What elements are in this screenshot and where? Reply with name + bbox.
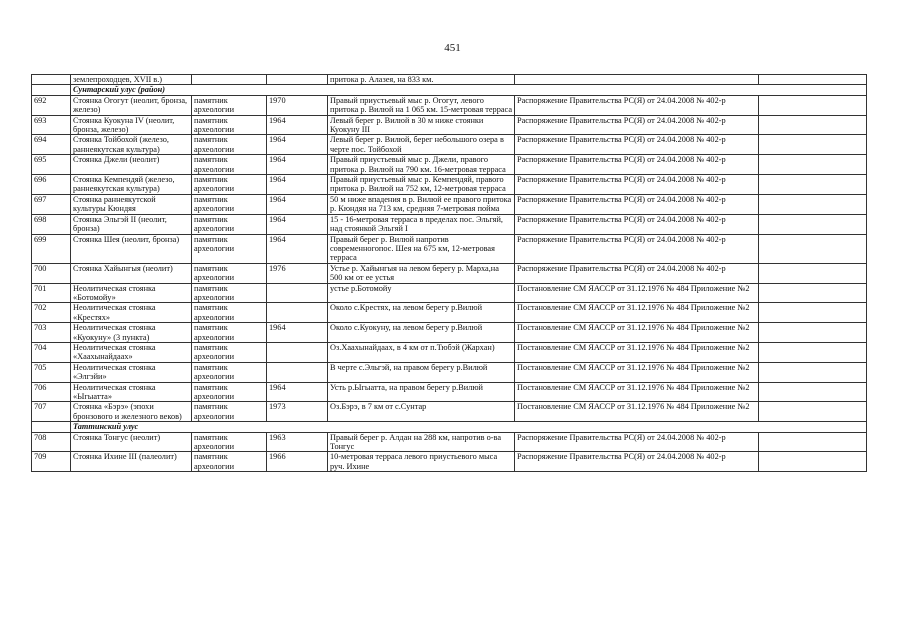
row-number-cell: 708 [32,432,71,452]
table-row [32,382,867,402]
year-cell: 1964 [267,135,328,155]
legal-document-cell: Постановление СМ ЯАССР от 31.12.1976 № 484 Приложение №2 [515,283,759,303]
empty-cell [759,452,867,472]
location-cell: В черте с.Эльгэй, на правом берегу р.Вилюй [328,362,515,382]
table-row [32,402,867,422]
category-cell: памятник археологии [192,432,267,452]
category-cell: памятник археологии [192,323,267,343]
location-cell: Правый приустьевый мыс р. Огогут, левого притока р. Вилюй на 1 065 км. 15-метровая терраса [328,95,515,115]
legal-document-cell: Распоряжение Правительства РС(Я) от 24.04.2008 № 402-р [515,432,759,452]
location-cell: Усть р.Ыгыатта, на правом берегу р.Вилюй [328,382,515,402]
section-row [32,422,867,432]
category-cell: памятник археологии [192,283,267,303]
legal-document-cell: Распоряжение Правительства РС(Я) от 24.04.2008 № 402-р [515,155,759,175]
table-row [32,263,867,283]
category-cell: памятник археологии [192,214,267,234]
category-cell: памятник археологии [192,234,267,263]
legal-document-cell: Распоряжение Правительства РС(Я) от 24.04.2008 № 402-р [515,214,759,234]
row-number-cell: 703 [32,323,71,343]
table-row [32,362,867,382]
empty-cell [759,115,867,135]
table-row [32,155,867,175]
table-body [32,75,867,472]
table-row [32,95,867,115]
location-cell: устье р.Ботомойу [328,283,515,303]
monument-name-cell: Неолитическая стоянка «Ыгыатта» [71,382,192,402]
location-cell: 50 м ниже впадения в р. Вилюй ее правого притока р. Кюндяя на 713 км, средняя 7-метровая пойма [328,194,515,214]
location-cell: Устье р. Хайынгыя на левом берегу р. Марха,на 500 км от ее устья [328,263,515,283]
location-cell: Правый берег р. Вилюй напротив современногопос. Шея на 675 км, 12-метровая терраса [328,234,515,263]
year-cell: 1964 [267,194,328,214]
category-cell: памятник археологии [192,194,267,214]
row-number-cell [32,75,71,85]
monument-name-cell: Стоянка Огогут (неолит, бронза, железо) [71,95,192,115]
row-number-cell: 696 [32,175,71,195]
page-number: 451 [444,42,461,54]
category-cell: памятник археологии [192,175,267,195]
location-cell: 10-метровая терраса левого приустьевого мыса руч. Ихине [328,452,515,472]
row-number-cell: 698 [32,214,71,234]
location-cell: Левый берег р. Вилюй, берег небольшого озера в черте пос. Тойбохой [328,135,515,155]
row-number-cell: 694 [32,135,71,155]
category-cell [192,75,267,85]
table-row [32,283,867,303]
row-number-cell: 699 [32,234,71,263]
year-cell: 1976 [267,263,328,283]
location-cell: притока р. Алазея, на 833 км. [328,75,515,85]
year-cell [267,283,328,303]
legal-document-cell: Распоряжение Правительства РС(Я) от 24.04.2008 № 402-р [515,115,759,135]
row-number-cell: 700 [32,263,71,283]
category-cell: памятник археологии [192,263,267,283]
row-number-cell: 704 [32,342,71,362]
empty-cell [759,155,867,175]
legal-document-cell: Постановление СМ ЯАССР от 31.12.1976 № 484 Приложение №2 [515,323,759,343]
category-cell: памятник археологии [192,155,267,175]
row-number-cell: 697 [32,194,71,214]
location-cell: Оз.Бэрэ, в 7 км от с.Сунтар [328,402,515,422]
empty-cell [759,382,867,402]
legal-document-cell: Распоряжение Правительства РС(Я) от 24.04.2008 № 402-р [515,135,759,155]
location-cell: Правый берег р. Алдан на 288 км, напротив о-ва Тонгус [328,432,515,452]
year-cell [267,303,328,323]
category-cell: памятник археологии [192,402,267,422]
empty-cell [759,362,867,382]
location-cell: Около с.Крестях, на левом берегу р.Вилюй [328,303,515,323]
legal-document-cell: Постановление СМ ЯАССР от 31.12.1976 № 484 Приложение №2 [515,342,759,362]
category-cell: памятник археологии [192,362,267,382]
monument-name-cell: Неолитическая стоянка «Элгэйи» [71,362,192,382]
year-cell: 1966 [267,452,328,472]
section-row [32,85,867,95]
year-cell [267,75,328,85]
legal-document-cell: Распоряжение Правительства РС(Я) от 24.04.2008 № 402-р [515,263,759,283]
table-row [32,432,867,452]
table-row [32,214,867,234]
year-cell: 1964 [267,323,328,343]
legal-document-cell: Постановление СМ ЯАССР от 31.12.1976 № 484 Приложение №2 [515,382,759,402]
table-row [32,234,867,263]
category-cell: памятник археологии [192,342,267,362]
monument-name-cell: Стоянка Хайынгыя (неолит) [71,263,192,283]
row-number-cell: 709 [32,452,71,472]
row-number-cell: 702 [32,303,71,323]
empty-cell [759,135,867,155]
table-row [32,342,867,362]
row-number-cell: 692 [32,95,71,115]
year-cell: 1964 [267,175,328,195]
legal-document-cell [515,75,759,85]
monument-name-cell: Стоянка Шея (неолит, бронза) [71,234,192,263]
empty-cell [759,323,867,343]
category-cell: памятник археологии [192,135,267,155]
empty-cell [759,95,867,115]
location-cell: 15 - 16-метровая терраса в пределах пос. Эльгяй, над стоянкой Эльгяй I [328,214,515,234]
monument-name-cell: Неолитическая стоянка «Крестях» [71,303,192,323]
location-cell: Левый берег р. Вилюй в 30 м ниже стоянки Куокуну III [328,115,515,135]
legal-document-cell: Постановление СМ ЯАССР от 31.12.1976 № 484 Приложение №2 [515,362,759,382]
legal-document-cell: Распоряжение Правительства РС(Я) от 24.04.2008 № 402-р [515,234,759,263]
year-cell [267,342,328,362]
table-row [32,194,867,214]
empty-cell [759,234,867,263]
legal-document-cell: Постановление СМ ЯАССР от 31.12.1976 № 484 Приложение №2 [515,303,759,323]
category-cell: памятник археологии [192,303,267,323]
row-number-cell: 701 [32,283,71,303]
table-row [32,175,867,195]
table-row [32,75,867,85]
table-row [32,452,867,472]
table-row [32,135,867,155]
monument-name-cell: Стоянка Ихине III (палеолит) [71,452,192,472]
legal-document-cell: Распоряжение Правительства РС(Я) от 24.04.2008 № 402-р [515,452,759,472]
row-number-cell: 707 [32,402,71,422]
year-cell: 1964 [267,382,328,402]
empty-cell [759,194,867,214]
monument-name-cell: Стоянка раннеякутской культуры Кюндяя [71,194,192,214]
legal-document-cell: Распоряжение Правительства РС(Я) от 24.04.2008 № 402-р [515,175,759,195]
empty-cell [759,175,867,195]
monument-name-cell: Неолитическая стоянка «Хаахынайдаах» [71,342,192,362]
legal-document-cell: Распоряжение Правительства РС(Я) от 24.04.2008 № 402-р [515,194,759,214]
year-cell: 1964 [267,214,328,234]
empty-cell [759,214,867,234]
category-cell: памятник археологии [192,115,267,135]
monument-name-cell: Стоянка Эльгэй II (неолит, бронза) [71,214,192,234]
monument-name-cell: Неолитическая стоянка «Ботомойу» [71,283,192,303]
monument-name-cell: Стоянка Тойбохой (железо, раннеякутская культура) [71,135,192,155]
location-cell: Правый приустьевый мыс р. Джели, правого притока р. Вилюй на 790 км. 16-метровая терраса [328,155,515,175]
table-row [32,115,867,135]
row-number-cell [32,85,71,95]
year-cell [267,362,328,382]
empty-cell [759,303,867,323]
empty-cell [759,432,867,452]
monuments-table [31,74,867,472]
empty-cell [759,263,867,283]
year-cell: 1964 [267,155,328,175]
section-heading: Сунтарский улус (район) [71,85,867,95]
location-cell: Правый приустьевый мыс р. Кемпендяй, правого притока р. Вилюй на 752 км, 12-метровая терраса [328,175,515,195]
location-cell: Оз.Хаахынайдаах, в 4 км от п.Тюбэй (Жархан) [328,342,515,362]
category-cell: памятник археологии [192,382,267,402]
monument-name-cell: Стоянка Кемпендяй (железо, раннеякутская культура) [71,175,192,195]
row-number-cell: 705 [32,362,71,382]
monument-name-cell: Стоянка Куокуна IV (неолит, бронза, железо) [71,115,192,135]
empty-cell [759,283,867,303]
monument-name-cell: Стоянка Джели (неолит) [71,155,192,175]
section-heading: Таттинский улус [71,422,867,432]
legal-document-cell: Распоряжение Правительства РС(Я) от 24.04.2008 № 402-р [515,95,759,115]
row-number-cell: 693 [32,115,71,135]
table-row [32,323,867,343]
year-cell: 1973 [267,402,328,422]
year-cell: 1964 [267,115,328,135]
location-cell: Около с.Куокуну, на левом берегу р.Вилюй [328,323,515,343]
empty-cell [759,402,867,422]
row-number-cell: 695 [32,155,71,175]
row-number-cell [32,422,71,432]
year-cell: 1963 [267,432,328,452]
monument-name-cell: Стоянка «Бэрэ» (эпохи бронзового и железного веков) [71,402,192,422]
year-cell: 1970 [267,95,328,115]
legal-document-cell: Постановление СМ ЯАССР от 31.12.1976 № 484 Приложение №2 [515,402,759,422]
monument-name-cell: Неолитическая стоянка «Куокуну» (3 пункта) [71,323,192,343]
empty-cell [759,75,867,85]
category-cell: памятник археологии [192,452,267,472]
monument-name-cell: Стоянка Тонгус (неолит) [71,432,192,452]
monument-name-cell: землепроходцев, XVII в.) [71,75,192,85]
row-number-cell: 706 [32,382,71,402]
empty-cell [759,342,867,362]
category-cell: памятник археологии [192,95,267,115]
year-cell: 1964 [267,234,328,263]
table-row [32,303,867,323]
